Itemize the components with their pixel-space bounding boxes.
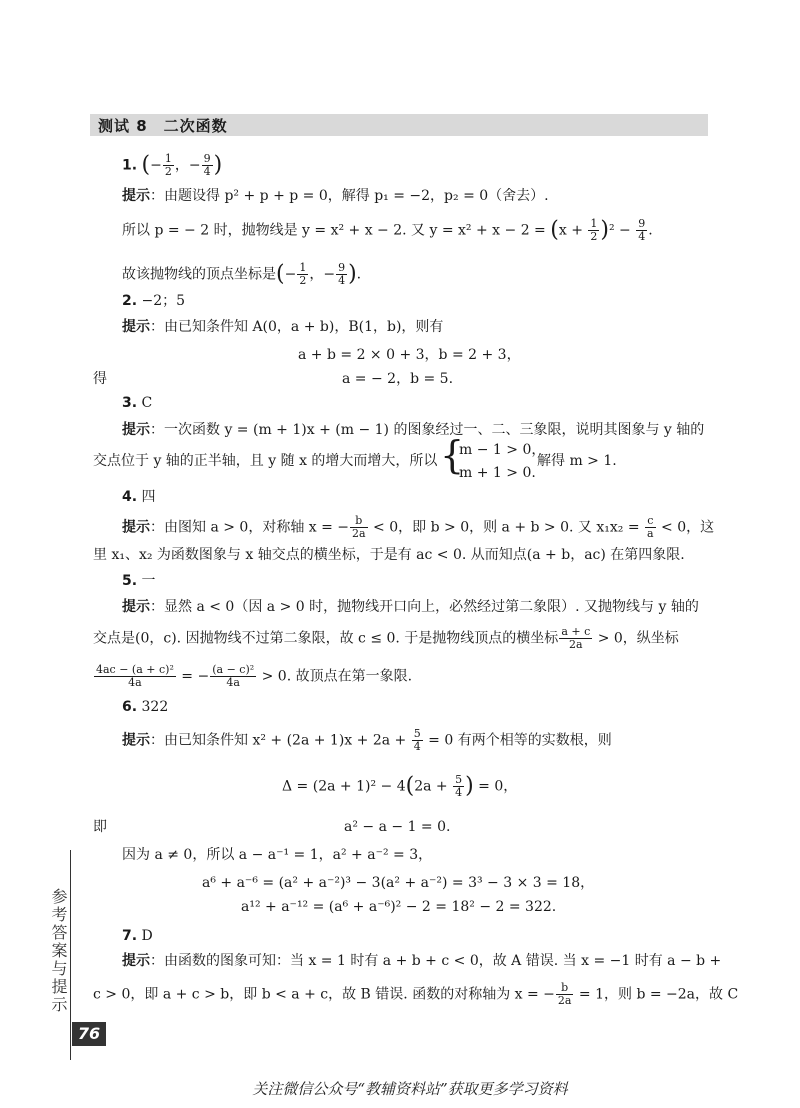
q1-answer: 1. (− $\frac{1}{2}$ ，− $\frac{9}{4}$ ): [122, 152, 223, 178]
q6-ji: 即: [93, 819, 107, 835]
q3-hint-line1: 提示：一次函数 y = (m + 1)x + (m − 1) 的图象经过一、二、三象限，说明其图象与 y 轴的: [122, 422, 705, 438]
q4-answer: 4. 四: [122, 489, 156, 505]
q5-answer: 5. 一: [122, 573, 156, 589]
q6-hint-line1: 提示：由已知条件知 x² + (2a + 1)x + 2a + $\frac{5}{4}$ = 0 有两个相等的实数根，则: [122, 727, 612, 753]
q3-system-eq2: m + 1 > 0.: [459, 465, 536, 481]
q6-equation3: a⁶ + a⁻⁶ = (a² + a⁻²)³ − 3(a² + a⁻²) = 3³ − 3 × 3 = 18，: [202, 875, 595, 891]
q3-answer: 3. C: [122, 395, 153, 411]
q2-de: 得: [93, 371, 107, 387]
side-section-label: 参考答案与提示: [49, 888, 68, 1014]
page-number: 76: [72, 1022, 106, 1046]
q5-hint-line2: 交点是(0，c). 因抛物线不过第二象限，故 c ≤ 0. 于是抛物线顶点的横坐标 $\frac{a + c}{2a}$ > 0，纵坐标: [93, 625, 679, 651]
q7-hint-line2: c > 0，即 a + c > b，即 b < a + c，故 B 错误. 函数的对称轴为 x = − $\frac{b}{2a}$ = 1，则 b = −2a，故 C: [93, 981, 739, 1007]
q3-system-brace: {: [440, 433, 465, 477]
q3-solution: 解得 m > 1.: [537, 453, 617, 469]
q5-hint-line3: $\frac{\text{4ac − (a + c)²}}{4a}$ = − $\frac{\text{(a − c)²}}{4a}$ > 0. 故顶点在第一象限.: [96, 663, 413, 689]
q7-hint-line1: 提示：由函数的图象可知：当 x = 1 时有 a + b + c < 0，故 A 错误. 当 x = −1 时有 a − b +: [122, 953, 722, 969]
q7-answer: 7. D: [122, 928, 153, 944]
q1-hint-line2: 所以 p = − 2 时，抛物线是 y = x² + x − 2. 又 y = x² + x − 2 = (x + $\frac{1}{2}$ )² − $\frac{9}{4}$ .: [122, 217, 653, 243]
q2-equation2: a = − 2，b = 5.: [342, 371, 454, 387]
q1-number: 1.: [122, 157, 138, 174]
q6-answer: 6. 322: [122, 699, 169, 715]
q6-hint-line2: 因为 a ≠ 0，所以 a − a⁻¹ = 1，a² + a⁻² = 3，: [122, 847, 433, 863]
q2-answer: 2. −2；5: [122, 293, 186, 309]
q2-hint-line1: 提示：由已知条件知 A(0，a + b)，B(1，b)，则有: [122, 319, 444, 335]
q5-hint-line1: 提示：显然 a < 0（因 a > 0 时，抛物线开口向上，必然经过第二象限）. 又抛物线与 y 轴的: [122, 599, 699, 615]
q6-delta-equation: Δ = (2a + 1)² − 4(2a + $\frac{5}{4}$ ) = 0，: [282, 773, 518, 799]
q1-hint-line1: 提示：由题设得 p² + p + p = 0，解得 p₁ = −2，p₂ = 0（舍去）.: [122, 188, 549, 204]
footer-watermark: 关注微信公众号“教辅资料站”获取更多学习资料: [252, 1080, 568, 1098]
side-divider: [70, 850, 71, 1060]
q3-system-eq1: m − 1 > 0，: [459, 442, 546, 458]
q4-hint-line2: 里 x₁、x₂ 为函数图象与 x 轴交点的横坐标，于是有 ac < 0. 从而知点(a + b，ac) 在第四象限.: [93, 547, 685, 563]
q6-equation4: a¹² + a⁻¹² = (a⁶ + a⁻⁶)² − 2 = 18² − 2 = 322.: [241, 899, 557, 915]
q3-hint-line2: 交点位于 y 轴的正半轴，且 y 随 x 的增大而增大，所以: [93, 453, 438, 469]
q4-hint-line1: 提示：由图知 a > 0，对称轴 x = − $\frac{b}{2a}$ < 0，即 b > 0，则 a + b > 0. 又 x₁x₂ = $\frac{c}{a}$ < 0，这: [122, 514, 715, 540]
q1-hint-line3: 故该抛物线的顶点坐标是(− $\frac{1}{2}$ ，− $\frac{9}{4}$ ).: [122, 261, 362, 287]
section-title: 测试 8 二次函数: [98, 117, 228, 135]
q6-equation2: a² − a − 1 = 0.: [344, 819, 451, 835]
q2-equation1: a + b = 2 × 0 + 3，b = 2 + 3，: [298, 347, 521, 363]
